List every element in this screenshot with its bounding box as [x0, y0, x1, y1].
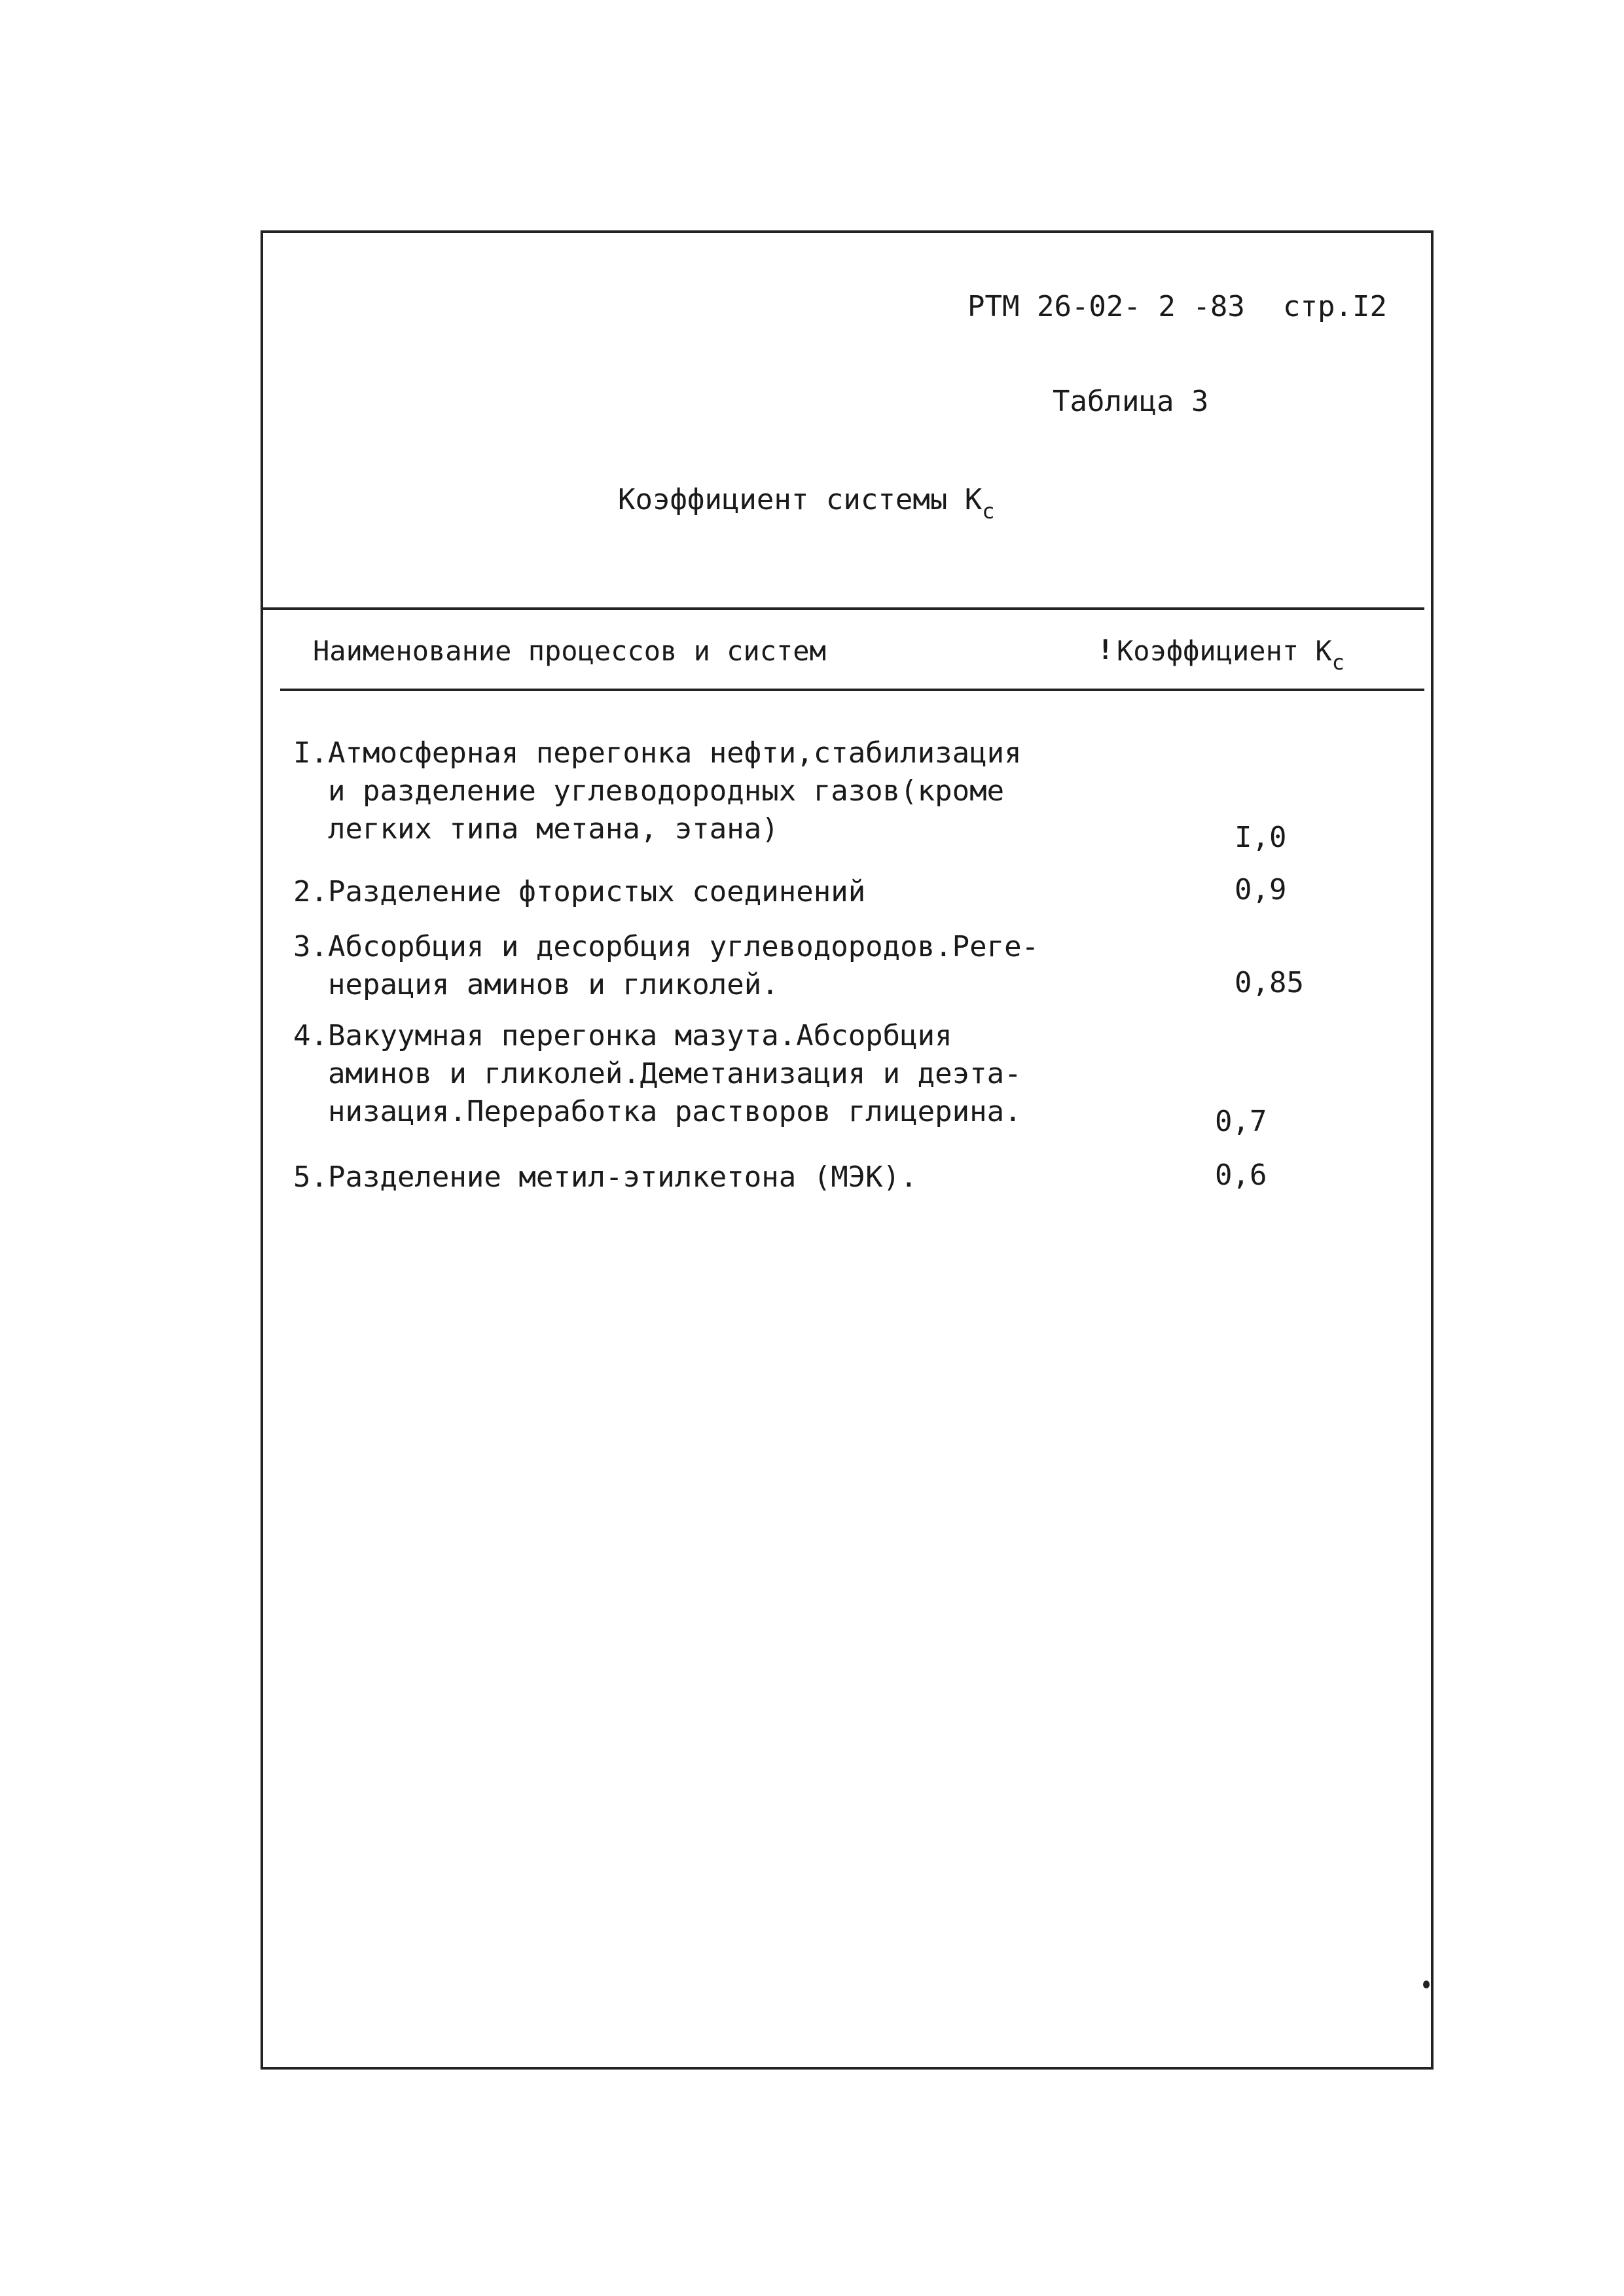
table-row-text: 5.Разделение метил-этилкетона (МЭК). [293, 1160, 918, 1194]
column-header-coefficient-subscript: с [1331, 650, 1344, 675]
column-header-coefficient-text: Коэффициент К [1117, 635, 1332, 667]
table-row-value: 0,9 [1235, 873, 1287, 906]
table-row-value: 0,6 [1215, 1158, 1267, 1192]
table-row-value: 0,85 [1235, 966, 1304, 999]
column-separator: ! [1097, 634, 1114, 666]
table-row-value: 0,7 [1215, 1105, 1267, 1138]
table-title [618, 483, 995, 524]
table-row-value: I,0 [1235, 821, 1287, 854]
document-code: РТМ 26-02- 2 -83 [967, 290, 1245, 323]
table-top-rule [261, 607, 1424, 610]
column-header-coefficient [1117, 635, 1344, 675]
table-title-text: Коэффициент системы К [618, 483, 983, 516]
table-row-text: 4.Вакуумная перегонка мазута.Абсорбция аминов и гликолей.Деметанизация и деэта- низация.Переработка растворов глицерина. [293, 1019, 1022, 1128]
column-header-name: Наименование процессов и систем [313, 635, 826, 667]
table-header-rule [280, 689, 1424, 691]
table-label: Таблица 3 [1053, 385, 1209, 418]
scan-speck [1423, 1981, 1430, 1988]
table-title-subscript: с [982, 499, 995, 524]
page-number: стр.I2 [1283, 290, 1387, 323]
table-row-text: 2.Разделение фтористых соединений [293, 875, 866, 908]
table-row-text: I.Атмосферная перегонка нефти,стабилизация и разделение углеводородных газов(кроме легких типа метана, этана) [293, 736, 1022, 846]
table-row-text: 3.Абсорбция и десорбция углеводородов.Реге- нерация аминов и гликолей. [293, 930, 1039, 1001]
